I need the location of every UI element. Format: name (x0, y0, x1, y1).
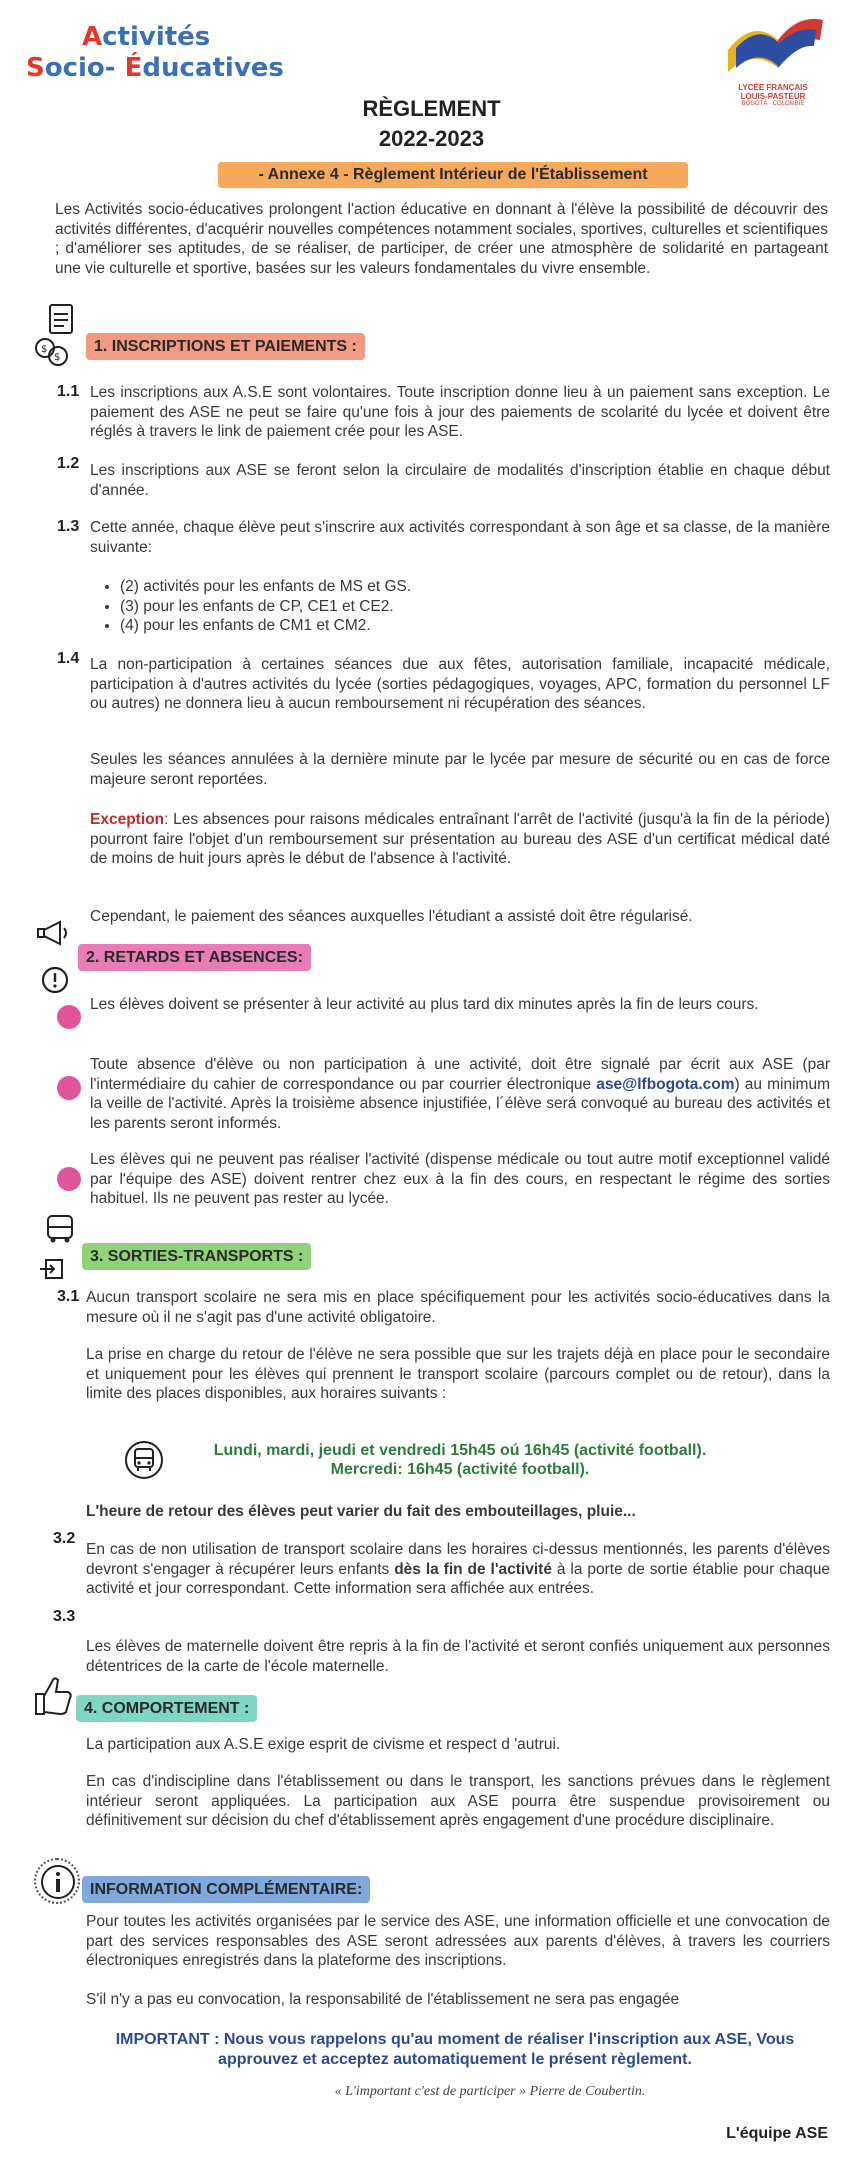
bus-front-icon (124, 1440, 164, 1480)
brand-line-1: Activités (82, 22, 211, 52)
logo-text-2: LOUIS-PASTEUR (740, 92, 806, 101)
para-5-1: Pour toutes les activités organisées par le service des ASE, une information officielle et une convocation de part des services responsables des ASE seront adressées aux parents d'élèves, à travers les courriers électroniques enregistrés dans la plateforme des inscriptions. (86, 1913, 830, 1969)
coubertin-quote: « L'important c'est de participer » Pierre de Coubertin. (334, 2084, 646, 2099)
para-3-1b: La prise en charge du retour de l'élève ne sera possible que sur les trajets déjà en place pour le secondaire et uniquement pour les élèves qui prennent le transport scolaire (parcours complet ou de retour), dans la limite des places disponibles, aux horaires suivants : (86, 1346, 830, 1402)
schedule-line-2: Mercredi: 16h45 (activité football). (330, 1461, 590, 1478)
schedule-icon (124, 1440, 164, 1480)
para-3-3: Les élèves de maternelle doivent être repris à la fin de l'activité et seront confiés uniquement aux personnes détentrices de la carte de l'école maternelle. (86, 1638, 830, 1675)
bullet-dot (57, 1167, 81, 1191)
num-1-1: 1.1 (57, 383, 80, 400)
bus-exit-icon (34, 1212, 84, 1288)
para-1-2: Les inscriptions aux ASE se feront selon la circulaire de modalités d'inscription établie en chaque début d'année. (90, 462, 830, 499)
section-1-icon (32, 302, 82, 372)
exception-label: Exception (90, 811, 165, 828)
para-4-2: En cas d'indiscipline dans l'établissement ou dans le transport, les sanctions prévues dans le règlement intérieur seront appliquées. La participation aux ASE pourra être suspendue provisoirement ou définitivement sur décision du chef d'établissement après engagement d'une procédure disciplinaire. (86, 1773, 830, 1829)
section-4-icon (30, 1672, 74, 1718)
schedule-line-1: Lundi, mardi, jeudi et vendredi 15h45 oú 16h45 (activité football). (213, 1442, 707, 1459)
intro-paragraph: Les Activités socio-éducatives prolongent l'action éducative en donnant à l'élève la possibilité de découvrir des activités différentes, d'acquérir nouvelles compétences notamment sociales, sportives, culturelles et scientifiques ; d'améliorer ses aptitudes, de se réaliser, de participer, de créer une atmosphère de solidarité en partageant une vie culturelle et sportive, basées sur les valeurs fondamentales du vivre ensemble. (55, 201, 828, 277)
para-2-3: Les élèves qui ne peuvent pas réaliser l'activité (dispense médicale ou tout autre motif exceptionnel validé par l'équipe des ASE) doivent rentrer chez eux à la fin des cours, en respectant le régime des sorties habituel. Ils ne peuvent pas rester au lycée. (90, 1151, 830, 1207)
logo-text-1: LYCÉE FRANÇAIS (738, 83, 808, 92)
para-3-1: Aucun transport scolaire ne sera mis en place spécifiquement pour les activités socio-éducatives dans la mesure où il ne s'agit pas d'une activité obligatoire. (86, 1289, 830, 1326)
section-3-title: 3. SORTIES-TRANSPORTS : (82, 1243, 311, 1270)
para-2-1: Les élèves doivent se présenter à leur activité au plus tard dix minutes après la fin de leurs cours. (90, 996, 759, 1013)
checklist-money-icon (32, 302, 82, 372)
info-circle-icon (38, 1862, 78, 1902)
para-1-4c: Exception: Les absences pour raisons médicales entraînant l'arrêt de l'activité (jusqu'à la fin de la période) pourront faire l'objet d'un remboursement sur présentation au bureau des ASE d'un certificat médical daté de moins de huit jours après le début de l'absence à l'activité. (90, 811, 830, 867)
svg-text:$: $ (54, 352, 61, 363)
section-4-title: 4. COMPORTEMENT : (76, 1695, 257, 1722)
bullet-dot (57, 1005, 81, 1029)
num-3-1: 3.1 (57, 1288, 80, 1305)
para-1-1: Les inscriptions aux A.S.E sont volontaires. Toute inscription donne lieu à un paiement sans exception. Le paiement des ASE ne peut se faire qu'une fois à jour des paiements de scolarité du lycée et doivent être réglés à travers le link de paiement crée pour les ASE. (90, 384, 830, 440)
para-1-4: La non-participation à certaines séances due aux fêtes, autorisation familiale, incapacité médicale, participation à d'autres activités du lycée (sorties pédagogiques, voyages, APC, formation du personnel LF ou autres) ne donnera lieu à aucun remboursement ni récupération des séances. (90, 656, 830, 712)
logo-text-3: BOGOTÁ · COLOMBIE (741, 101, 805, 107)
list-item: • (3) pour les enfants de CP, CE1 et CE2. (120, 597, 411, 617)
para-5-2: S'il n'y a pas eu convocation, la responsabilité de l'établissement ne sera pas engagée (86, 1991, 680, 2008)
para-1-4b: Seules les séances annulées à la dernière minute par le lycée par mesure de sécurité ou en cas de force majeure seront reportées. (90, 751, 830, 788)
num-3-2: 3.2 (53, 1530, 76, 1547)
brand-line1-rest: ctivités (102, 22, 211, 52)
svg-text:$: $ (41, 344, 48, 355)
num-1-4: 1.4 (57, 650, 80, 667)
contact-email-link[interactable]: ase@lfbogota.com (596, 1075, 735, 1093)
section-1-title: 1. INSCRIPTIONS ET PAIEMENTS : (86, 333, 365, 360)
section-2-title: 2. RETARDS ET ABSENCES: (78, 944, 311, 971)
traffic-note: L'heure de retour des élèves peut varier du fait des embouteillages, pluie... (86, 1503, 636, 1520)
list-item: • (4) pour les enfants de CM1 et CM2. (120, 616, 411, 636)
bullet-dot (57, 1076, 81, 1100)
num-3-3: 3.3 (53, 1608, 76, 1625)
signature: L'équipe ASE (726, 2125, 828, 2142)
section-3-icon (34, 1212, 84, 1288)
thumbs-up-icon (30, 1672, 74, 1718)
megaphone-alert-icon (30, 918, 80, 998)
annex-banner: - Annexe 4 - Règlement Intérieur de l'Établissement (218, 162, 688, 188)
book-logo-icon (718, 10, 828, 78)
age-bullet-list (120, 577, 411, 636)
brand-line-2: Socio- Éducatives (26, 53, 284, 83)
para-2-2: Toute absence d'élève ou non participation à une activité, doit être signalé par écrit aux ASE (par l'intermédiaire du cahier de correspondance ou par courrier électronique ase@lfbogota.com) au minimum la veille de l'activité. Après la troisième absence injustifiée, l´élève será convoqué au bureau des activités et les parents seront informés. (90, 1056, 830, 1132)
num-1-3: 1.3 (57, 518, 80, 535)
page-year: 2022-2023 (378, 126, 485, 151)
para-4-1: La participation aux A.S.E exige esprit de civisme et respect d 'autrui. (86, 1736, 561, 1753)
para-1-3: Cette année, chaque élève peut s'inscrire aux activités correspondant à son âge et sa classe, de la manière suivante: (90, 519, 830, 556)
num-1-2: 1.2 (57, 455, 80, 472)
page-title: RÈGLEMENT (362, 96, 501, 121)
section-5-title: INFORMATION COMPLÉMENTAIRE: (82, 1876, 370, 1903)
section-2-icon (30, 918, 80, 998)
important-notice: IMPORTANT : Nous vous rappelons qu'au moment de réaliser l'inscription aux ASE, Vous approuvez et acceptez automatiquement le présent règlement. (115, 2031, 795, 2068)
info-icon (38, 1862, 78, 1902)
brand-title (26, 22, 284, 84)
para-3-2: En cas de non utilisation de transport scolaire dans les horaires ci-dessus mentionnés, les parents d'élèves devront s'engager à récupérer leurs enfants dès la fin de l'activité à la porte de sortie établie pour chaque activité et jour correspondant. Cette information sera affichée aux entrées. (86, 1541, 830, 1597)
list-item: • (2) activités pour les enfants de MS et GS. (120, 577, 411, 597)
para-1-4d: Cependant, le paiement des séances auxquelles l'étudiant a assisté doit être régularisé. (90, 908, 693, 925)
